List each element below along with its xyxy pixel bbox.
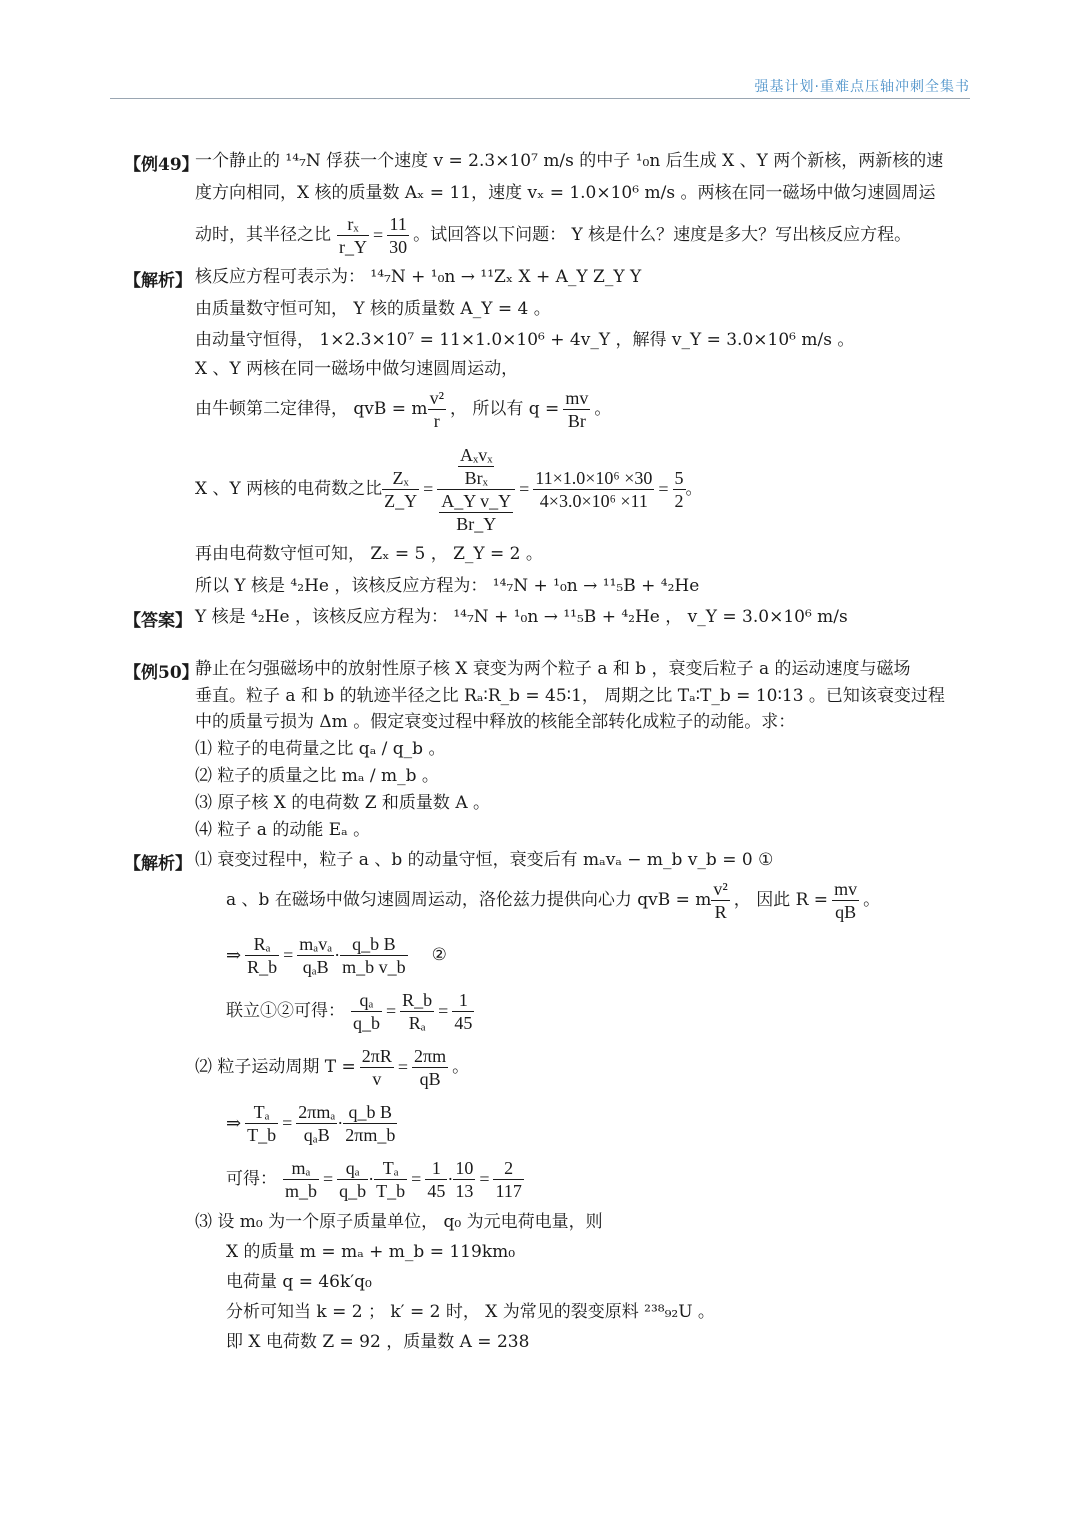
frac-num: 11×1.0×10⁶ ×30 [535,467,653,488]
frac-den: q_b [353,1012,380,1033]
frac-num: Rₐ [245,933,279,956]
ex50-question-line-3: 中的质量亏损为 Δm 。假定衰变过程中释放的核能全部转化成粒子的动能。求： [195,712,796,732]
implies-arrow: ⇒ [226,1113,242,1133]
implies-arrow: ⇒ [226,945,242,965]
ex49-charge-ratio-line: X 、Y 两核的电荷数之比 $\frac{\text{Zₓ}}{Z\_Y}$ = $\frac{\frac{\text{Aₓvₓ}}{\text{Brₓ}}}{\frac{\text{A\_Y v\_Y}}{Br\_Y}}$ = $\frac{\text{11×1.0×10⁶ ×30}}{\text{4×3.0×10⁶ ×11}}$ = $\frac{5}{2}$ 。 [195,444,703,534]
frac-den: qₐB [303,1124,330,1145]
frac-num: v² [429,387,444,408]
qa-over-qb-2 [337,1157,368,1202]
compound-den [437,490,515,535]
radius-ratio-fraction [337,213,369,258]
frac-den: R_b [247,956,278,977]
frac-den: q_b [339,1180,367,1201]
frac-den: T_b [247,1124,277,1145]
ma-over-mb [283,1157,319,1202]
ex49-solution-tag: 【解析】 [124,271,192,291]
ex50-conclusion: 即 X 电荷数 Z = 92 ，质量数 A = 238 [226,1332,530,1352]
mv-over-br-fraction [563,387,590,432]
frac-den: 4×3.0×10⁶ ×11 [539,490,648,511]
ex50-subq-2: ⑵ 粒子的质量之比 mₐ / m_b 。 [195,766,439,786]
frac-num: 1 [452,989,474,1012]
frac-den: qB [835,901,857,922]
qbB-over-2pimb [343,1101,397,1146]
2pim-over-qB [412,1045,448,1090]
frac-den: qB [419,1068,441,1089]
period-mark: 。 [452,1057,470,1077]
ex50-mass-of-x: X 的质量 m = mₐ + m_b = 119km₀ [226,1242,516,1262]
frac-den: 2 [674,490,684,511]
Rb-over-Ra [400,989,434,1034]
ex50-charge-ratio-result: 联立①②可得： $\frac{\text{qₐ}}{q\_b}$ = $\frac{R\_b}{\text{Rₐ}}$ = $\frac{1}{45}$ [226,989,473,1033]
ex50-part3-intro: ⑶ 设 m₀ 为一个原子质量单位， q₀ 为元电荷电量，则 [195,1212,603,1232]
v2-over-R-fraction [711,878,729,923]
frac-den: v [372,1068,382,1089]
frac-den: m_b [285,1180,318,1201]
Ta-over-Tb [245,1101,278,1146]
one-over-45 [452,989,474,1034]
ex49-sol-line-2: 由质量数守恒可知， Y 核的质量数 A_Y = 4 。 [195,299,551,319]
example-49-tag: 【例49】 [124,155,199,175]
result-text: 可得： [226,1169,277,1189]
equals-sign: = [373,225,384,245]
ex49-sol-line-7: 再由电荷数守恒可知， Zₓ = 5 ， Z_Y = 2 。 [195,544,543,564]
frac-num: Tₐ [245,1101,278,1124]
ex50-period-ratio-line: ⇒ $\frac{\text{Tₐ}}{T\_b}$ = $\frac{\text{2πmₐ}}{\text{qₐB}}$ · $\frac{\text{q\_b B}}{2\pi m\_b}$ [226,1101,396,1145]
frac-num: R_b [402,989,433,1010]
frac-num: rₓ [337,213,369,236]
ex50-charge-of-x: 电荷量 q = 46k′q₀ [226,1272,372,1292]
ex49-sol-line-4: X 、Y 两核在同一磁场中做匀速圆周运动， [195,359,519,379]
frac-den: Rₐ [408,1012,426,1033]
numeric-calc-fraction [533,467,654,512]
frac-den: 13 [455,1180,474,1201]
frac-num: 11 [387,213,409,236]
frac-num: v² [713,878,728,899]
frac-num: mv [565,387,589,408]
ex49-sol-line-5 [195,384,611,434]
so-q-text: ， 所以有 q = [449,399,560,419]
frac-den: Brₓ [464,467,488,488]
ex50-analysis: 分析可知当 k = 2 ； k′ = 2 时， X 为常见的裂变原料 ²³⁸₉₂U 。 [226,1302,715,1322]
ex50-question-line-2: 垂直。粒子 a 和 b 的轨迹半径之比 Rₐ∶R_b = 45∶1， 周期之比 Tₐ∶T_b = 10∶13 。已知该衰变过程 [195,686,945,706]
compound-fraction [437,444,515,535]
frac-num: 10 [455,1157,474,1178]
radius-ratio-value [387,213,409,258]
frac-den: T_b [376,1180,406,1201]
v2-over-r-fraction [428,387,446,432]
ex50-lorentz-line [226,875,880,925]
frac-den: r_Y [339,236,367,257]
ex49-question-line-1: 一个静止的 ¹⁴₇N 俘获一个速度 v = 2.3×10⁷ m/s 的中子 ¹₀n 后生成 X 、Y 两个新核，两新核的速 [195,151,944,171]
zx-over-zy-fraction [382,467,419,512]
frac-num: 5 [674,467,684,488]
frac-num: 2πmₐ [298,1101,336,1122]
ay-vy-over-bry [439,490,513,535]
combine-text: 联立①②可得： [226,1001,345,1021]
ex49-sol-line-8: 所以 Y 核是 ⁴₂He ，该核反应方程为： ¹⁴₇N + ¹₀n → ¹¹₅B + ⁴₂He [195,576,700,596]
frac-den: R [714,901,727,922]
frac-num: Aₓvₓ [459,444,493,465]
frac-den: Br_Y [456,513,497,534]
mv-over-qB-fraction [832,878,859,923]
period-mark: 。 [863,890,881,910]
ex49-sol-line-3: 由动量守恒得， 1×2.3×10⁷ = 11×1.0×10⁶ + 4v_Y ，解得 v_Y = 3.0×10⁶ m/s 。 [195,330,855,350]
ex50-subq-4: ⑷ 粒子 a 的动能 Eₐ 。 [195,820,371,840]
frac-num: qₐ [351,989,382,1012]
lorentz-text: a 、b 在磁场中做匀速圆周运动，洛伦兹力提供向心力 qvB = m [226,890,712,910]
frac-num: 2πm [414,1045,447,1066]
2pima-over-qaB [296,1101,337,1146]
book-title: 强基计划·重难点压轴冲刺全集书 [754,79,970,95]
Ra-over-Rb [245,933,279,978]
ex50-question-line-1: 静止在匀强磁场中的放射性原子核 X 衰变为两个粒子 a 和 b ，衰变后粒子 a 的运动速度与磁场 [195,659,911,679]
frac-num: A_Y v_Y [441,490,512,511]
frac-num: Zₓ [382,467,419,490]
frac-den: 45 [454,1012,473,1033]
frac-den: Z_Y [384,490,418,511]
frac-num: q_b B [340,933,408,956]
ex50-subq-1: ⑴ 粒子的电荷量之比 qₐ / q_b 。 [195,739,446,759]
frac-den: 45 [427,1180,446,1201]
ex50-period-line: ⑵ 粒子运动周期 T = $\frac{2\pi R}{v}$ = $\frac{2\pi m}{qB}$ 。 [195,1045,470,1089]
ex50-solution-tag: 【解析】 [124,854,192,874]
ex49-question-line-3 [195,212,911,258]
period-mark: 。 [594,399,612,419]
equation-marker-2: ② [431,945,447,965]
ex49-question-line-2: 度方向相同，X 核的质量数 Aₓ = 11，速度 vₓ = 1.0×10⁶ m/s 。两核在同一磁场中做匀速圆周运 [195,183,936,203]
charge-ratio-text: X 、Y 两核的电荷数之比 [195,479,383,499]
frac-den: 30 [389,236,408,257]
qbB-over-mbvb [340,933,408,978]
frac-den: r [433,410,440,431]
ex49-q-text-a: 动时，其半径之比 [195,225,331,245]
frac-num: 2 [493,1157,523,1180]
ex50-radius-ratio-line: ⇒ $\frac{\text{Rₐ}}{R\_b}$ = $\frac{\text{mₐvₐ}}{\text{qₐB}}$ · $\frac{\text{q\_b B}}{\text{m\_b v\_b}}$ ② [226,933,447,977]
frac-num: mv [834,878,858,899]
therefore-R-text: ， 因此 R = [733,890,829,910]
page-header [110,68,970,99]
result-fraction [673,467,686,512]
ex50-mass-ratio-line: 可得： $\frac{\text{mₐ}}{m\_b}$ = $\frac{\text{qₐ}}{q\_b}$ · $\frac{\text{Tₐ}}{T\_b}$ = $\frac{1}{45}$ · $\frac{10}{13}$ = $\frac{2}{117}$ [226,1157,522,1201]
one-over-45-2 [425,1157,447,1202]
ex49-answer-tag: 【答案】 [124,611,192,631]
frac-den: Br [567,410,586,431]
ten-over-13 [453,1157,475,1202]
frac-num: 2πR [361,1045,392,1066]
frac-num: mₐ [283,1157,319,1180]
ax-vx-over-brx [458,444,494,489]
frac-num: Tₐ [374,1157,407,1180]
frac-num: mₐvₐ [299,933,333,954]
ex49-sol-line-1: 核反应方程可表示为： ¹⁴₇N + ¹₀n → ¹¹Zₓ X + A_Y Z_Y Y [195,267,642,287]
period-text: ⑵ 粒子运动周期 T = [195,1057,356,1077]
2piR-over-v [360,1045,394,1090]
ex50-part1-line: ⑴ 衰变过程中，粒子 a 、b 的动量守恒，衰变后有 mₐvₐ − m_b v_b = 0 ① [195,850,774,870]
frac-den: 2πm_b [345,1124,396,1145]
frac-num: qₐ [337,1157,368,1180]
newton-law-text: 由牛顿第二定律得， qvB = m [195,399,428,419]
Ta-over-Tb-2 [374,1157,407,1202]
frac-num: 1 [425,1157,447,1180]
example-50-tag: 【例50】 [124,663,199,683]
period-mark: 。 [685,479,703,499]
ex49-q-text-b: 。试回答以下问题： Y 核是什么？速度是多大？写出核反应方程。 [413,225,912,245]
two-over-117 [493,1157,523,1202]
ex49-answer: Y 核是 ⁴₂He ，该核反应方程为： ¹⁴₇N + ¹₀n → ¹¹₅B + ⁴₂He ， v_Y = 3.0×10⁶ m/s [195,607,848,627]
frac-den: 117 [495,1180,522,1201]
ex50-subq-3: ⑶ 原子核 X 的电荷数 Z 和质量数 A 。 [195,793,491,813]
frac-num: q_b B [343,1101,397,1124]
mava-over-qaB [297,933,334,978]
qa-over-qb [351,989,382,1034]
compound-num [437,444,515,490]
frac-den: qₐB [302,956,329,977]
frac-den: m_b v_b [342,956,406,977]
